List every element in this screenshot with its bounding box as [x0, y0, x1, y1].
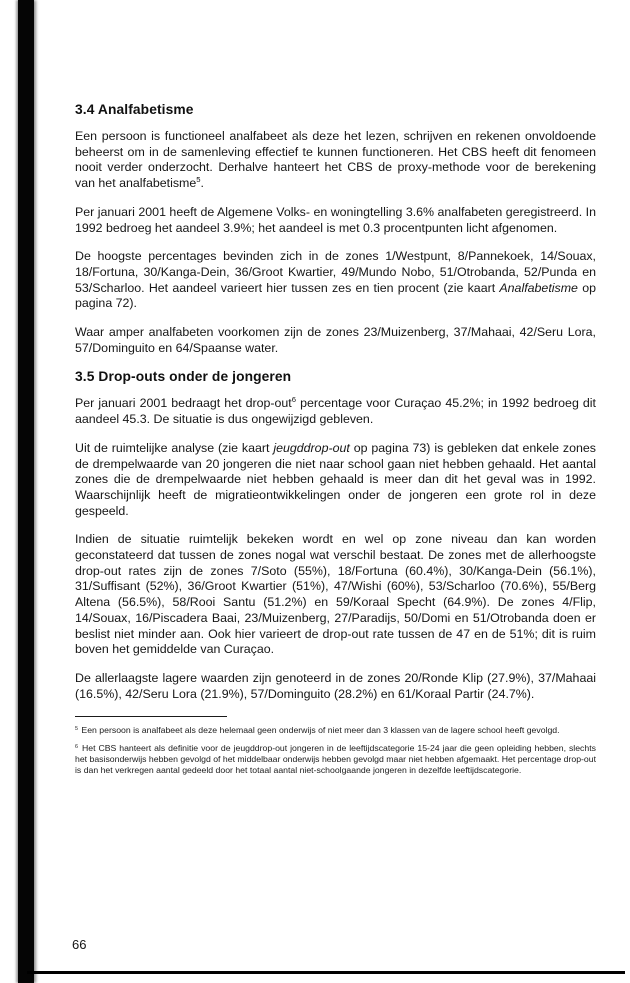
paragraph — [75, 532, 596, 658]
section-heading-3-4: 3.4 Analfabetisme — [75, 102, 194, 117]
text-run: Uit de ruimtelijke analyse (zie kaart — [75, 440, 274, 455]
italic-run: jeugddrop-out — [273, 440, 350, 455]
footnote-reference: 6 — [291, 395, 297, 405]
text-run: Per januari 2001 bedraagt het drop-out — [75, 396, 292, 411]
text-run: Waar amper analfabeten voorkomen zijn de zones 23/Muizenberg, 37/Mahaai, 42/Seru Lora, 57/Dominguito en 64/Spaanse water. — [75, 325, 596, 355]
scan-gutter-bar — [18, 0, 34, 983]
paragraph — [75, 396, 596, 427]
footnote-6 — [75, 743, 596, 776]
paragraph — [75, 441, 596, 520]
text-run: Een persoon is functioneel analfabeet als deze het lezen, schrijven en rekenen onvoldoende beheerst om in de samenleving effectief te kunnen functioneren. Het CBS heeft dit fenomeen nooit verder onderzocht. Derhalve hanteert het CBS de proxy-methode voor de berekening van het analfabetisme — [75, 129, 596, 191]
paragraph — [75, 249, 596, 312]
text-run: De allerlaagste lagere waarden zijn genoteerd in de zones 20/Ronde Klip (27.9%), 37/Mahaai (16.5%), 42/Seru Lora (21.9%), 57/Dominguito (28.2%) en 61/Koraal Partir (24.7%). — [75, 670, 596, 701]
text-run: op pagina 73) is gebleken dat enkele zones de drempelwaarde van 20 jongeren die niet naar school gaan niet hebben gehaald. Het aantal zones die de drempelwaarde niet hebben gehaald is meer dan dit het geval was in 1992. Waarschijnlijk heeft de migratieontwikkelingen onder de jongeren een grote rol in deze gespeeld. — [75, 440, 596, 518]
paragraph — [75, 129, 596, 192]
page-bottom-rule — [27, 971, 625, 974]
footnote-text: Een persoon is analfabeet als deze helemaal geen onderwijs of niet meer dan 3 klassen van de lagere school heeft gevolgd. — [81, 725, 560, 736]
paragraph — [75, 205, 596, 236]
text-run: op pagina 72). — [75, 280, 596, 311]
italic-run: Analfabetisme — [499, 280, 578, 295]
text-run: De hoogste percentages bevinden zich in de zones 1/Westpunt, 8/Pannekoek, 14/Souax, 18/Fortuna, 30/Kanga-Dein, 36/Groot Kwartier, 49/Mundo Nobo, 51/Otrobanda, 52/Punda en 53/Scharloo. Het aandeel varieert hier tussen zes en tien procent (zie kaart — [75, 249, 596, 295]
text-run: percentage voor Curaçao 45.2%; in 1992 bedroeg dit aandeel 45.3. De situatie is dus ongewijzigd gebleven. — [75, 396, 597, 427]
footnote-separator-rule — [75, 716, 227, 717]
paragraph — [75, 325, 596, 356]
text-run: Indien de situatie ruimtelijk bekeken wordt en wel op zone niveau dan kan worden geconstateerd dat tussen de zones nogal wat verschil bestaat. De zones met de allerhoogste drop-out rates zijn de zones 7/Soto (55%), 18/Fortuna (60.4%), 30/Kanga-Dein (56.1%), 31/Suffisant (52%), 36/Groot Kwartier (51%), 47/Wishi (60%), 53/Scharloo (70.6%), 55/Berg Altena (56.5%), 58/Rooi Santu (51.2%) en 59/Koraal Specht (64.9%). De zones 4/Flip, 14/Souax, 16/Piscadera Baai, 23/Muizenberg, 27/Paradijs, 50/Domi en 51/Otrobanda doen er beslist niet minder aan. Ook hier varieert de drop-out rate tussen de 47 en de 51%; dit is ruim boven het gemiddelde van Curaçao. — [75, 532, 596, 657]
paragraph — [75, 671, 596, 702]
text-run: . — [200, 176, 204, 191]
footnote-text: Het CBS hanteert als definitie voor de jeugddrop-out jongeren in de leeftijdscategorie 15-24 jaar die geen opleiding hebben, slechts het basisonderwijs hebben gevolgd of het middelbaar onderwijs hebben gevolgd maar niet hebben afgemaakt. Het percentage drop-out is dan het verkregen aantal gedeeld door het totaal aantal niet-schoolgaande jongeren in dezelfde leeftijdscategorie. — [75, 743, 596, 776]
text-run: Per januari 2001 heeft de Algemene Volks- en woningtelling 3.6% analfabeten geregistreerd. In 1992 bedroeg het aandeel 3.9%; het aandeel is met 0.3 procentpunten licht afgenomen. — [75, 204, 596, 235]
footnote-5 — [75, 725, 596, 736]
page-content — [75, 102, 596, 783]
section-heading-3-5: 3.5 Drop-outs onder de jongeren — [75, 369, 292, 385]
page-number: 66 — [72, 937, 87, 952]
footnote-marker: 6 — [75, 743, 78, 750]
footnote-reference: 5 — [196, 174, 201, 184]
footnote-marker: 5 — [75, 725, 78, 732]
